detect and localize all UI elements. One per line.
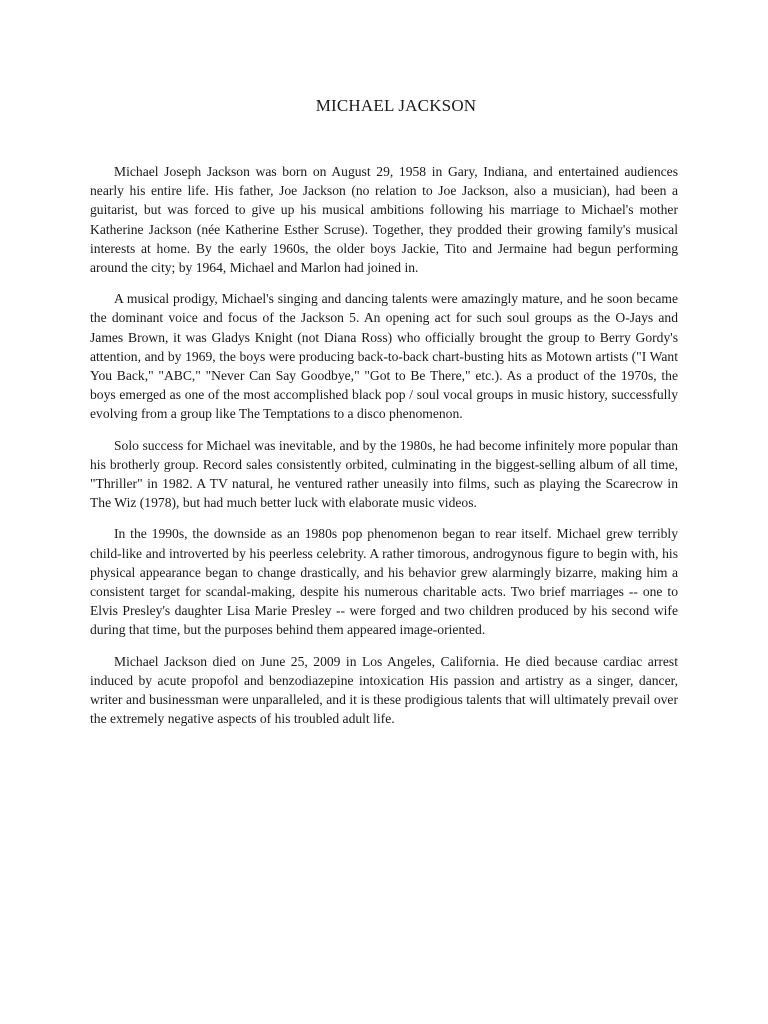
paragraph-1: Michael Joseph Jackson was born on August 29, 1958 in Gary, Indiana, and entertained audiences nearly his entire life. His father, Joe Jackson (no relation to Joe Jackson, also a musician), had been a guitarist, but was forced to give up his musical ambitions following his marriage to Michael's mother Katherine Jackson (née Katherine Esther Scruse). Together, they prodded their growing family's musical interests at home. By the early 1960s, the older boys Jackie, Tito and Jermaine had begun performing around the city; by 1964, Michael and Marlon had joined in.	[90, 164, 678, 276]
paragraph-2: A musical prodigy, Michael's singing and dancing talents were amazingly mature, and he soon became the dominant voice and focus of the Jackson 5. An opening act for such soul groups as the O-Jays and James Brown, it was Gladys Knight (not Diana Ross) who officially brought the group to Berry Gordy's attention, and by 1969, the boys were producing back-to-back chart-busting hits as Motown artists ("I Want You Back," "ABC," "Never Can Say Goodbye," "Got to Be There," etc.). As a product of the 1970s, the boys emerged as one of the most accomplished black pop / soul vocal groups in music history, successfully evolving from a group like The Temptations to a disco phenomenon.	[90, 291, 678, 422]
paragraph-4: In the 1990s, the downside as an 1980s pop phenomenon began to rear itself. Michael grew terribly child-like and introverted by his peerless celebrity. A rather timorous, androgynous figure to begin with, his physical appearance began to change drastically, and his behavior grew alarmingly bizarre, making him a consistent target for scandal-making, despite his numerous charitable acts. Two brief marriages -- one to Elvis Presley's daughter Lisa Marie Presley -- were forged and two children produced by his second wife during that time, but the purposes behind them appeared image-oriented.	[90, 526, 678, 638]
paragraph-3: Solo success for Michael was inevitable, and by the 1980s, he had become infinitely more popular than his brotherly group. Record sales consistently orbited, culminating in the biggest-selling album of all time, "Thriller" in 1982. A TV natural, he ventured rather uneasily into films, such as playing the Scarecrow in The Wiz (1978), but had much better luck with elaborate music videos.	[90, 437, 678, 511]
document-body	[90, 162, 678, 740]
paragraph-5: Michael Jackson died on June 25, 2009 in Los Angeles, California. He died because cardiac arrest induced by acute propofol and benzodiazepine intoxication His passion and artistry as a singer, dancer, writer and businessman were unparalleled, and it is these prodigious talents that will ultimately prevail over the extremely negative aspects of his troubled adult life.	[90, 653, 678, 727]
document-title: MICHAEL JACKSON	[315, 96, 477, 115]
